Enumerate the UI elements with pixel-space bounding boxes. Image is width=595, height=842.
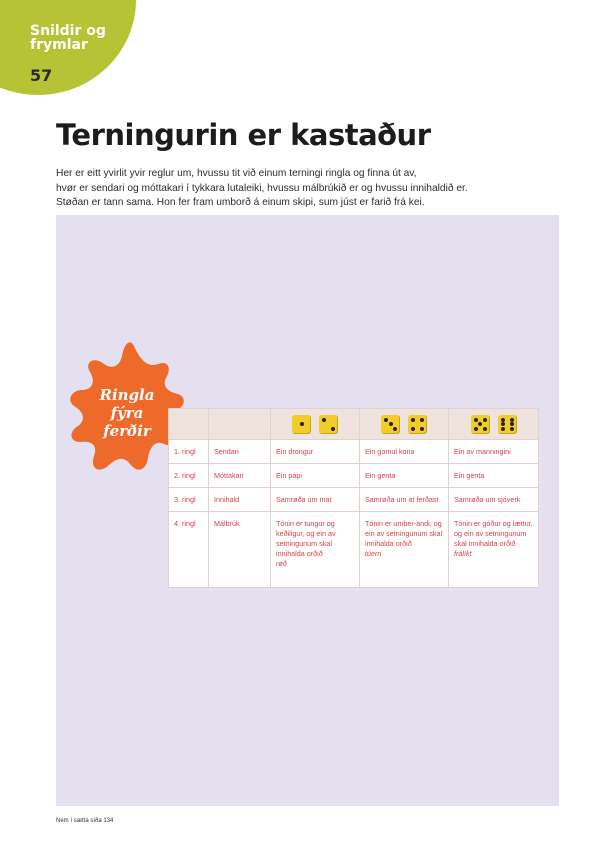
cell-keyword: frálíkt <box>454 549 472 558</box>
chapter-label-line1: Snildir og <box>30 23 106 39</box>
table-header-row <box>169 409 539 440</box>
row-label: Málbrúk <box>209 512 271 588</box>
cell-text: Tónin er góður og lættur, og ein av setningunum skal innihalda orðið <box>454 519 533 548</box>
badge-line2: fýra <box>110 404 144 422</box>
intro-line: Her er eitt yvirlit yvir reglur um, hvussu tit við einum terningi ringla og finna út av, <box>56 168 417 179</box>
table-row <box>169 464 539 488</box>
badge-line1: Ringla <box>99 386 155 404</box>
cell-text: Tónin er tungur og keðiligur, og ein av setningunum skal innihalda orðið <box>276 519 336 558</box>
cell-keyword: røð <box>276 559 287 568</box>
intro-line: Støðan er tann sama. Hon fer fram umborð á einum skipi, sum júst er farið frá kei. <box>56 197 425 208</box>
roll-number: 2. ringl <box>169 464 209 488</box>
die-pip <box>411 427 415 431</box>
table-cell: Samrøða um sjóverk <box>449 488 539 512</box>
header-dice-cell <box>360 409 449 440</box>
die-pip <box>384 418 388 422</box>
header-dice-cell <box>271 409 360 440</box>
table-cell <box>449 512 539 588</box>
page-footer: Nem í sætta síða 134 <box>56 818 114 824</box>
page-number: 57 <box>30 66 53 85</box>
table-row <box>169 440 539 464</box>
chapter-label-line2: frymlar <box>30 37 88 53</box>
table-cell: Samrøða um mat <box>271 488 360 512</box>
table-row <box>169 488 539 512</box>
intro-paragraph <box>56 167 536 211</box>
die-icon <box>381 415 400 434</box>
header-empty-cell <box>209 409 271 440</box>
die-pip <box>510 418 514 422</box>
roll-number: 4. ringl <box>169 512 209 588</box>
table-cell <box>271 512 360 588</box>
badge-text <box>75 386 179 440</box>
table-cell: Ein genta <box>449 464 539 488</box>
die-pip <box>501 422 505 426</box>
cell-text: Tónin er umber-andi, og ein av setningunum skal innihalda orðið <box>365 519 443 548</box>
header-dice-cell <box>449 409 539 440</box>
die-icon <box>498 415 517 434</box>
die-pip <box>389 422 393 426</box>
die-pip <box>483 418 487 422</box>
table-cell: Samrøða um at ferðast <box>360 488 449 512</box>
badge-line3: ferðir <box>103 422 151 440</box>
roll-number: 3. ringl <box>169 488 209 512</box>
die-pip <box>510 427 514 431</box>
table-cell: Ein genta <box>360 464 449 488</box>
dice-rules-table <box>168 408 539 588</box>
table-cell: Ein gomul kona <box>360 440 449 464</box>
die-icon <box>319 415 338 434</box>
row-label: Móttakari <box>209 464 271 488</box>
die-pip <box>411 418 415 422</box>
die-pip <box>510 422 514 426</box>
die-pip <box>501 427 505 431</box>
table-cell: Ein pápi <box>271 464 360 488</box>
chapter-label <box>30 24 106 52</box>
table-row <box>169 512 539 588</box>
intro-line: hvør er sendari og móttakari í tykkara lutaleiki, hvussu málbrúkið er og hvussu innihaldið er. <box>56 182 468 194</box>
die-pip <box>322 418 326 422</box>
die-pip <box>483 427 487 431</box>
die-icon <box>292 415 311 434</box>
die-pip <box>474 418 478 422</box>
die-pip <box>501 418 505 422</box>
roll-number: 1. ringl <box>169 440 209 464</box>
table-cell: Ein drongur <box>271 440 360 464</box>
die-icon <box>408 415 427 434</box>
die-pip <box>393 427 397 431</box>
header-empty-cell <box>169 409 209 440</box>
table-cell: Ein av manningini <box>449 440 539 464</box>
cell-keyword: túerri <box>365 549 382 558</box>
die-pip <box>478 422 482 426</box>
die-pip <box>474 427 478 431</box>
table-cell <box>360 512 449 588</box>
page-title: Terningurin er kastaður <box>56 118 431 152</box>
die-icon <box>471 415 490 434</box>
row-label: Innihald <box>209 488 271 512</box>
die-pip <box>300 422 304 426</box>
die-pip <box>420 427 424 431</box>
die-pip <box>420 418 424 422</box>
die-pip <box>331 427 335 431</box>
row-label: Sendari <box>209 440 271 464</box>
